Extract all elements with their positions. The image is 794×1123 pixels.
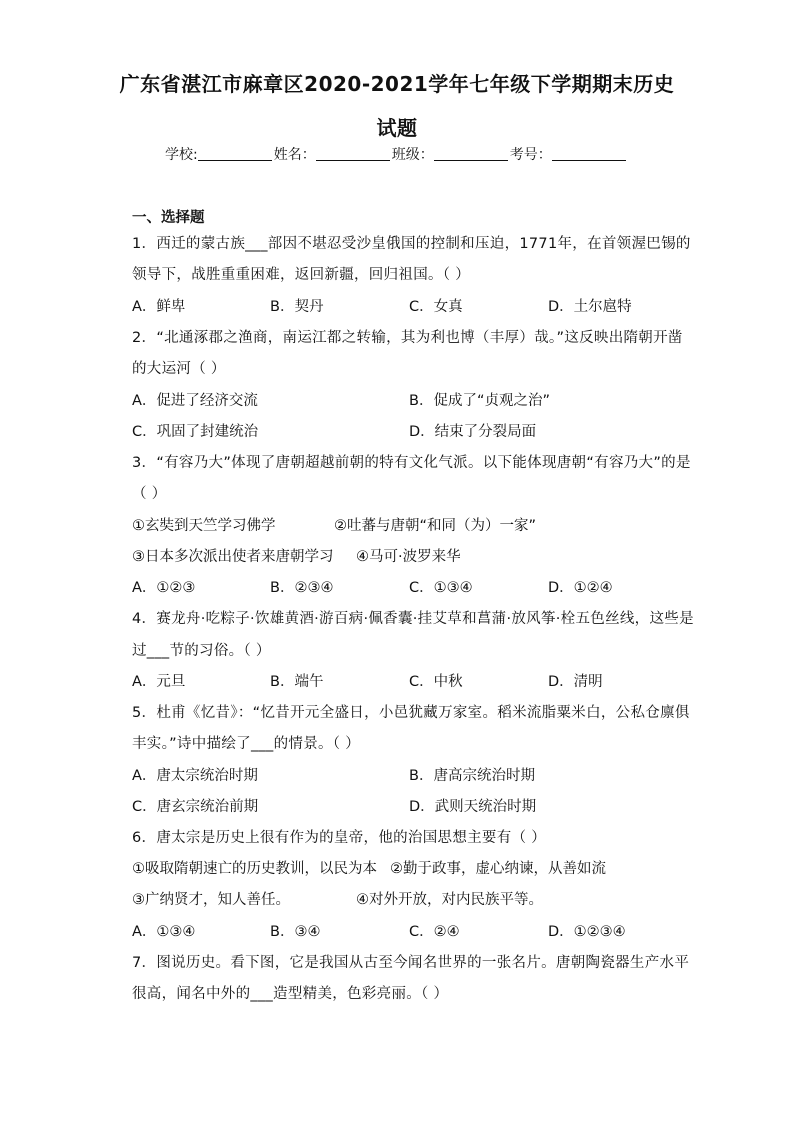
question-line: 2．“北通涿郡之渔商，南运江都之转输，其为利也博（丰厚）哉。”这反映出隋朝开凿 (132, 330, 683, 346)
statement-item: ②吐蕃与唐朝“和同（为）一家” (334, 518, 537, 534)
question-line: 4．赛龙舟·吃粽子·饮雄黄酒·游百病·佩香囊·挂艾草和菖蒲·放风筝·栓五色丝线，这些是 (132, 611, 694, 627)
question-line: 3．“有容乃大”体现了唐朝超越前朝的特有文化气派。以下能体现唐朝“有容乃大”的是 (132, 455, 691, 471)
option-b: B．③④ (270, 924, 321, 940)
name-blank (316, 146, 390, 161)
statement-item: ③广纳贤才，知人善任。 (132, 892, 290, 908)
school-blank (198, 146, 272, 161)
id-blank (552, 146, 626, 161)
statement-item: ③日本多次派出使者来唐朝学习 (132, 549, 334, 565)
document-title-line1: 广东省湛江市麻章区2020-2021学年七年级下学期期末历史 (119, 72, 675, 96)
option-b: B．唐高宗统治时期 (409, 768, 535, 784)
option-a: A．①②③ (132, 580, 196, 596)
class-blank (434, 146, 508, 161)
option-b: B．契丹 (270, 299, 324, 315)
statement-item: ①玄奘到天竺学习佛学 (132, 518, 276, 534)
option-c: C．②④ (409, 924, 460, 940)
document-title-line2: 试题 (376, 116, 418, 140)
option-a: A．促进了经济交流 (132, 393, 258, 409)
statement-item: ①吸取隋朝速亡的历史教训，以民为本 (132, 861, 377, 877)
option-d: D．武则天统治时期 (409, 799, 537, 815)
statement-item: ④马可·波罗来华 (356, 549, 461, 565)
question-line: （ ） (132, 486, 167, 502)
option-a: A．唐太宗统治时期 (132, 768, 258, 784)
school-label: 学校: (165, 147, 198, 163)
name-label: 姓名： (273, 147, 316, 163)
option-d: D．结束了分裂局面 (409, 424, 537, 440)
option-b: B．促成了“贞观之治” (409, 393, 550, 409)
student-info-row (165, 144, 628, 164)
option-b: B．端午 (270, 674, 324, 690)
question-line: 7．图说历史。看下图，它是我国从古至今闻名世界的一张名片。唐朝陶瓷器生产水平 (132, 955, 690, 971)
option-c: C．女真 (409, 299, 463, 315)
question-line: 领导下，战胜重重困难，返回新疆，回归祖国。（ ） (132, 267, 471, 283)
option-b: B．②③④ (270, 580, 334, 596)
question-line: 很高，闻名中外的___造型精美，色彩亮丽。（ ） (132, 986, 449, 1002)
option-c: C．唐玄宗统治前期 (132, 799, 259, 815)
question-line: 的大运河（ ） (132, 361, 226, 377)
option-d: D．土尔扈特 (548, 299, 632, 315)
class-label: 班级： (391, 147, 434, 163)
option-a: A．元旦 (132, 674, 186, 690)
question-line: 丰实。”诗中描绘了___的情景。（ ） (132, 736, 361, 752)
statement-item: ④对外开放，对内民族平等。 (356, 892, 543, 908)
option-a: A．①③④ (132, 924, 196, 940)
question-line: 1．西迁的蒙古族___部因不堪忍受沙皇俄国的控制和压迫，1771年，在首领渥巴锡的 (132, 236, 691, 252)
id-label: 考号： (509, 147, 552, 163)
question-line: 过___节的习俗。（ ） (132, 643, 271, 659)
option-c: C．①③④ (409, 580, 473, 596)
option-c: C．中秋 (409, 674, 463, 690)
question-line: 6．唐太宗是历史上很有作为的皇帝，他的治国思想主要有（ ） (132, 830, 547, 846)
section-heading: 一、选择题 (132, 210, 205, 226)
option-d: D．①②④ (548, 580, 613, 596)
option-a: A．鲜卑 (132, 299, 186, 315)
option-d: D．清明 (548, 674, 603, 690)
option-d: D．①②③④ (548, 924, 626, 940)
question-line: 5．杜甫《忆昔》：“忆昔开元全盛日，小邑犹藏万家室。稻米流脂粟米白，公私仓廪俱 (132, 705, 690, 721)
option-c: C．巩固了封建统治 (132, 424, 259, 440)
statement-item: ②勤于政事，虚心纳谏，从善如流 (390, 861, 606, 877)
